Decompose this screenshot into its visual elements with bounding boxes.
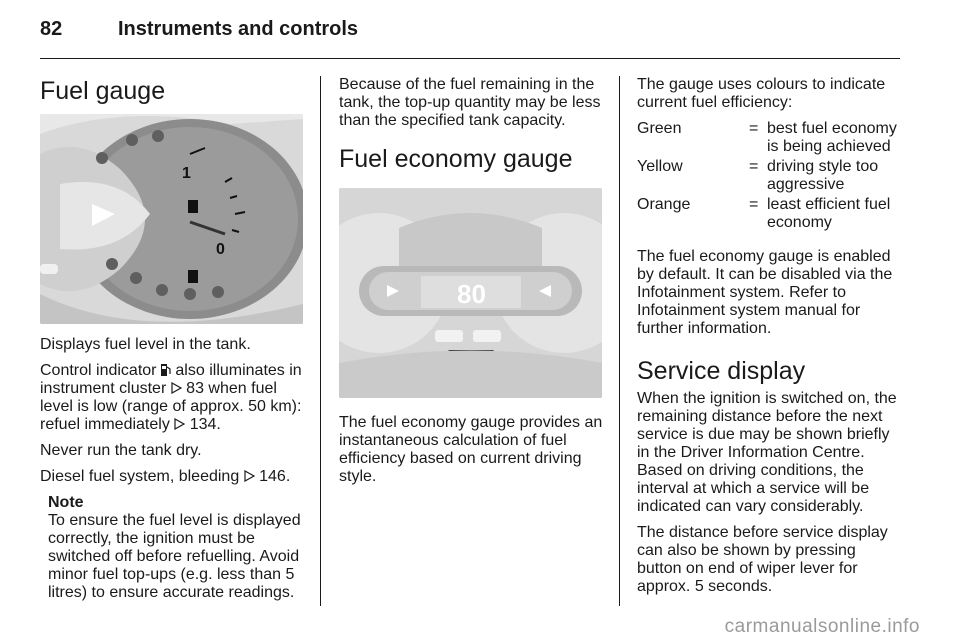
fuel-pump-icon: [161, 363, 171, 376]
table-row: Yellow = driving style too aggressive: [637, 158, 901, 196]
column-3: [637, 76, 901, 604]
page-reference[interactable]: 134.: [189, 416, 221, 433]
watermark: carmanualsonline.info: [724, 616, 920, 637]
paragraph: Diesel fuel system, bleeding 146.: [40, 468, 291, 485]
section-title-service-display: Service display: [637, 357, 806, 385]
page-number: 82: [40, 18, 63, 40]
paragraph: The fuel economy gauge is enabled by default. It can be disabled via the Infotainment system. Refer to Infotainment system manual for further information.: [637, 248, 893, 337]
column-divider-2: [619, 76, 620, 606]
fuel-economy-gauge-illustration: [339, 188, 602, 398]
section-title-fuel-gauge: Fuel gauge: [40, 77, 166, 105]
note-text: To ensure the fuel level is displayed correctly, the ignition must be switched off before refuelling. Avoid minor fuel top-ups (e.g. less than 5 litres) to ensure accurate readings.: [48, 512, 301, 601]
colour-description: best fuel economy is being achieved: [767, 120, 897, 155]
table-row: Green = best fuel economy is being achieved: [637, 120, 901, 158]
paragraph: The gauge uses colours to indicate current fuel efficiency:: [637, 76, 886, 111]
page-reference[interactable]: 83: [186, 380, 204, 397]
fuel-gauge-illustration: [40, 114, 303, 324]
column-2: [339, 76, 603, 494]
paragraph: Because of the fuel remaining in the tank, the top-up quantity may be less than the specified tank capacity.: [339, 76, 601, 129]
colour-name: Orange: [637, 196, 691, 213]
paragraph: Never run the tank dry.: [40, 442, 202, 459]
gauge-empty-label: 0: [216, 241, 225, 258]
economy-display-value: 80: [457, 279, 486, 309]
page-reference[interactable]: 146.: [259, 468, 291, 485]
page-reference-icon: [174, 418, 185, 430]
colour-definition-table: [637, 120, 901, 234]
paragraph: The distance before service display can also be shown by pressing button on end of wiper lever for approx. 5 seconds.: [637, 524, 888, 595]
colour-name: Yellow: [637, 158, 683, 175]
paragraph: The fuel economy gauge provides an instantaneous calculation of fuel efficiency based on current driving style.: [339, 414, 603, 485]
column-divider-1: [320, 76, 321, 606]
chapter-title: Instruments and controls: [118, 18, 359, 40]
paragraph: Displays fuel level in the tank.: [40, 336, 251, 353]
section-title-fuel-economy-gauge: Fuel economy gauge: [339, 145, 573, 173]
note-box: [40, 494, 306, 602]
paragraph: Control indicator also illuminates in instrument cluster 83 when fuel level is low (range of approx. 50 km): refuel immediately 134.: [40, 362, 302, 433]
page-reference-icon: [244, 470, 255, 482]
page-reference-icon: [171, 382, 182, 394]
page-header: [40, 18, 900, 56]
colour-description: driving style too aggressive: [767, 158, 879, 193]
note-title: Note: [48, 494, 84, 511]
colour-description: least efficient fuel economy: [767, 196, 891, 231]
column-1: [40, 76, 306, 602]
header-rule: [40, 58, 900, 59]
paragraph: When the ignition is switched on, the remaining distance before the next service is due may be shown briefly in the Driver Information Centre. Based on driving conditions, the interval at which a service will be indicated can vary considerably.: [637, 390, 897, 515]
table-row: Orange = least efficient fuel economy: [637, 196, 901, 234]
colour-name: Green: [637, 120, 682, 137]
gauge-full-label: 1: [182, 165, 191, 182]
